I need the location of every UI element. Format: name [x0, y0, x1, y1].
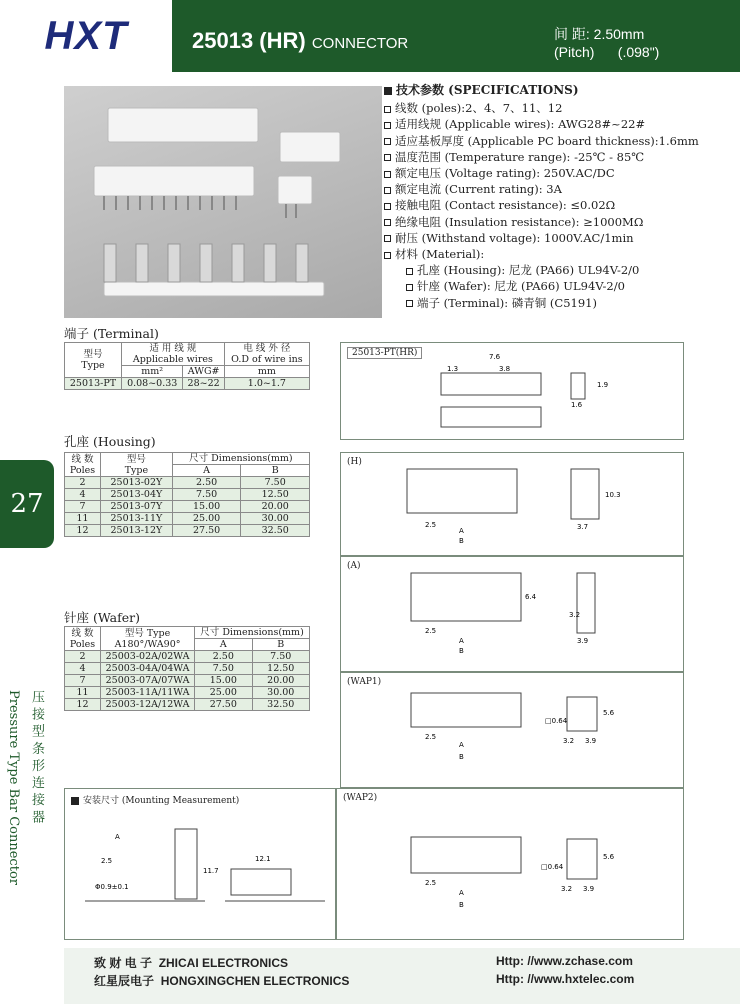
table-row: 11 25003-11A/11WA 25.00 30.00: [65, 687, 310, 699]
spec-item: 额定电流 (Current rating): 3A: [384, 181, 734, 197]
spec-item: 适用线规 (Applicable wires): AWG28#~22#: [384, 116, 734, 132]
housing-drawing: [341, 453, 683, 555]
dim-label: 2.5: [425, 733, 437, 741]
product-photo: [64, 86, 382, 318]
spec-heading: [384, 82, 734, 98]
title-model: 25013 (HR): [192, 28, 306, 53]
spec-item: 接触电阻 (Contact resistance): ≤0.02Ω: [384, 197, 734, 213]
pitch-line-en: [554, 44, 659, 60]
wafer-wap2-drawing: [337, 789, 683, 939]
terminal-table: 型号 Type 适 用 线 规 Applicable wires 电 线 外 径 O.D of wire ins mm² AWG# mm 25013-PT 0.08~0.33 28~22 1.0~1.7: [64, 342, 310, 390]
dim-label: 3.8: [499, 365, 511, 373]
dim-label: 2.5: [425, 521, 437, 529]
dim-label: A: [115, 833, 120, 841]
material-item: 孔座 (Housing): 尼龙 (PA66) UL94V-2/0: [384, 262, 734, 278]
wafer-wap2-drawing-panel: [336, 788, 684, 940]
terminal-drawing-panel: [340, 342, 684, 440]
mounting-panel: [64, 788, 336, 940]
footer: [64, 948, 740, 1004]
spec-item: 材料 (Material):: [384, 246, 734, 262]
website-link-1[interactable]: Http: //www.zchase.com: [496, 954, 633, 968]
dim-label: 10.3: [605, 491, 621, 499]
dim-label: 7.6: [489, 353, 501, 361]
wafer-wap1-drawing: [341, 673, 683, 787]
page-title: [192, 28, 408, 54]
dim-label: 2.5: [425, 879, 437, 887]
wafer-a-drawing: [341, 557, 683, 671]
dim-label: 12.1: [255, 855, 271, 863]
pitch-cn: 间 距:: [554, 26, 590, 42]
dim-label: 3.7: [577, 523, 589, 531]
dim-label: 3.2: [561, 885, 573, 893]
dim-label: 1.3: [447, 365, 459, 373]
title-suffix: CONNECTOR: [311, 35, 409, 52]
dim-label: A: [459, 527, 464, 535]
table-row: 7 25003-07A/07WA 15.00 20.00: [65, 675, 310, 687]
vertical-label-en: Pressure Type Bar Connector: [6, 690, 21, 885]
dim-label: B: [459, 901, 464, 909]
housing-title: 孔座 (Housing): [64, 434, 156, 449]
material-item: 针座 (Wafer): 尼龙 (PA66) UL94V-2/0: [384, 278, 734, 294]
dim-label: 3.9: [583, 885, 595, 893]
spec-item: 适应基板厚度 (Applicable PC board thickness):1.6mm: [384, 133, 734, 149]
brand-logo: HXT: [0, 0, 172, 72]
wafer-title: 针座 (Wafer): [64, 610, 140, 625]
housing-drawing-panel: [340, 452, 684, 556]
dim-label: B: [459, 537, 464, 545]
connector-illustration: [64, 86, 382, 318]
dim-label: 2.5: [101, 857, 113, 865]
table-row: 4 25003-04A/04WA 7.50 12.50: [65, 663, 310, 675]
panel-label: (WAP2): [343, 793, 378, 803]
table-row: 11 25013-11Y 25.00 30.00: [65, 513, 310, 525]
panel-label: (A): [347, 561, 361, 571]
dim-label: 5.6: [603, 853, 615, 861]
dim-label: □0.64: [545, 717, 568, 725]
panel-label: (H): [347, 457, 362, 467]
dim-label: 6.4: [525, 593, 537, 601]
mounting-label: 安装尺寸 (Mounting Measurement): [71, 793, 239, 806]
dim-label: A: [459, 637, 464, 645]
pitch-line-cn: [554, 24, 644, 44]
terminal-title: 端子 (Terminal): [64, 326, 159, 341]
housing-table: 线 数 Poles 型号 Type 尺寸 Dimensions(mm) A B 2 25013-02Y 2.50 7.50 4 25013-04Y 7.50 12.50 7 25013-07Y 15.00 20.00 11 25013-11Y 25.00 30.00 12 25013-12Y 27.50 32.50: [64, 452, 310, 537]
spec-item: 耐压 (Withstand voltage): 1000V.AC/1min: [384, 230, 734, 246]
spec-item: 温度范围 (Temperature range): -25℃ - 85℃: [384, 149, 734, 165]
panel-label: (WAP1): [347, 677, 382, 687]
dim-label: 2.5: [425, 627, 437, 635]
wafer-table: 线 数 Poles 型号 Type A180°/WA90° 尺寸 Dimensions(mm) A B 2 25003-02A/02WA 2.50 7.50 4 25003-04A/04WA 7.50 12.50 7 25003-07A/07WA 15.00 20.00 11 25003-11A/11WA 25.00 30.00 12 25003-12A/12WA 27.50 32.50: [64, 626, 310, 711]
dim-label: B: [459, 647, 464, 655]
pitch-value: 2.50mm: [593, 26, 645, 42]
company-line-1: 致 财 电 子 ZHICAI ELECTRONICS: [94, 956, 289, 970]
material-item: 端子 (Terminal): 磷青铜 (C5191): [384, 295, 734, 311]
pitch-inch: (.098"): [617, 44, 660, 60]
dim-label: 11.7: [203, 867, 219, 875]
header-bar: [172, 0, 740, 72]
dim-label: □0.64: [541, 863, 564, 871]
dim-label: 1.9: [597, 381, 609, 389]
spec-item: 绝缘电阻 (Insulation resistance): ≥1000MΩ: [384, 214, 734, 230]
terminal-drawing: [341, 343, 683, 439]
page-number-tab: 27: [0, 460, 54, 548]
dim-label: Φ0.9±0.1: [95, 883, 129, 891]
pitch-en: (Pitch): [554, 44, 595, 60]
vertical-label-cn: 压 接 型 条 形 连 接 器: [29, 690, 44, 823]
mounting-drawing: [65, 789, 335, 939]
website-link-2[interactable]: Http: //www.hxtelec.com: [496, 972, 635, 986]
table-row: 12 25003-12A/12WA 27.50 32.50: [65, 699, 310, 711]
panel-label: 25013-PT(HR): [347, 347, 422, 359]
table-row: 2 25003-02A/02WA 2.50 7.50: [65, 651, 310, 663]
dim-label: 3.9: [585, 737, 597, 745]
dim-label: 3.2: [569, 611, 581, 619]
wafer-a-drawing-panel: [340, 556, 684, 672]
dim-label: A: [459, 889, 464, 897]
dim-label: 3.9: [577, 637, 589, 645]
wafer-wap1-drawing-panel: [340, 672, 684, 788]
dim-label: 1.6: [571, 401, 583, 409]
table-row: 2 25013-02Y 2.50 7.50: [65, 477, 310, 489]
table-row: 7 25013-07Y 15.00 20.00: [65, 501, 310, 513]
table-row: 25013-PT 0.08~0.33 28~22 1.0~1.7: [65, 378, 310, 390]
company-line-2: 红星辰电子 HONGXINGCHEN ELECTRONICS: [94, 974, 350, 988]
vertical-category-label: [6, 690, 46, 930]
table-row: 12 25013-12Y 27.50 32.50: [65, 525, 310, 537]
spec-item: 额定电压 (Voltage rating): 250V.AC/DC: [384, 165, 734, 181]
spec-heading-text: 技术参数 (SPECIFICATIONS): [396, 83, 579, 97]
specifications: [384, 82, 734, 311]
dim-label: 3.2: [563, 737, 575, 745]
table-row: 4 25013-04Y 7.50 12.50: [65, 489, 310, 501]
spec-item: 线数 (poles):2、4、7、11、12: [384, 100, 734, 116]
dim-label: A: [459, 741, 464, 749]
dim-label: 5.6: [603, 709, 615, 717]
dim-label: B: [459, 753, 464, 761]
